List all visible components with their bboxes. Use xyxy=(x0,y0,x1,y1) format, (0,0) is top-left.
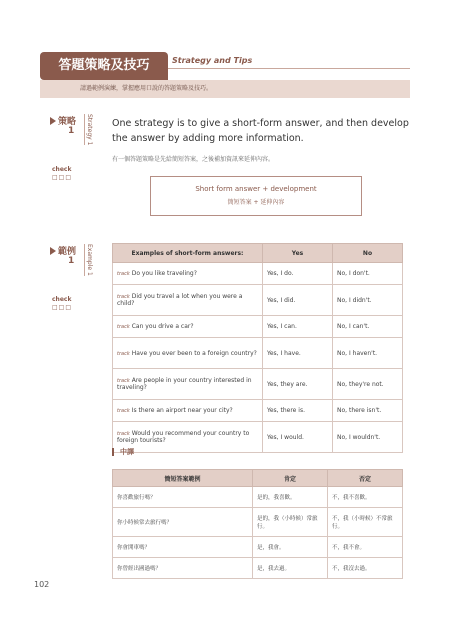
translation-table xyxy=(112,469,403,579)
table-row xyxy=(113,369,403,400)
strategy-tag: Strategy 1 xyxy=(86,114,93,146)
section-subtitle: 請過範例演練，掌握應用口說的答題策略及技巧。 xyxy=(40,80,410,98)
example-header-question: Examples of short-form answers: xyxy=(113,244,263,263)
table-row xyxy=(113,338,403,369)
strategy-check-label: check xyxy=(52,166,72,173)
question-text: Have you ever been to a foreign country? xyxy=(131,349,257,357)
table-row xyxy=(113,263,403,285)
strategy-text-chinese: 有一個答題策略是先給簡短答案，之後補加資訊來延伸內容。 xyxy=(112,156,275,163)
audio-track-icon[interactable]: track xyxy=(117,324,130,330)
strategy-label: 策略 xyxy=(58,117,77,127)
table-row xyxy=(113,558,403,579)
yes-answer: Yes, there is. xyxy=(263,400,333,422)
audio-track-icon[interactable]: track xyxy=(117,378,130,384)
translation-header-no: 否定 xyxy=(328,470,403,487)
strategy-number: 1 xyxy=(68,126,75,136)
yes-answer: 是的，我（小時候）常旅行。 xyxy=(253,508,328,537)
no-answer: 不，我（小時候）不常旅行。 xyxy=(328,508,403,537)
question-text: Are people in your country interested in traveling? xyxy=(117,377,252,391)
question-text: Is there an airport near your city? xyxy=(131,407,233,414)
no-answer: 不，我不會。 xyxy=(328,537,403,558)
example-label: 範例 xyxy=(58,247,77,257)
yes-answer: Yes, I can. xyxy=(263,316,333,338)
question-text: Would you recommend your country to foreign tourists? xyxy=(117,430,250,444)
example-tag: Example 1 xyxy=(86,244,93,276)
no-answer: No, I didn't. xyxy=(333,285,403,316)
yes-answer: Yes, I have. xyxy=(263,338,333,369)
no-answer: No, I wouldn't. xyxy=(333,422,403,453)
audio-track-icon[interactable]: track xyxy=(117,431,130,437)
question-text: Do you like traveling? xyxy=(131,270,197,277)
no-answer: No, there isn't. xyxy=(333,400,403,422)
yes-answer: Yes, they are. xyxy=(263,369,333,400)
audio-track-icon[interactable]: track xyxy=(117,271,130,277)
section-title-banner: 答題策略及技巧 xyxy=(40,52,168,80)
example-header-no: No xyxy=(333,244,403,263)
yes-answer: Yes, I do. xyxy=(263,263,333,285)
question-text: 你會開車嗎？ xyxy=(113,537,253,558)
strategy-marker-icon xyxy=(50,117,56,125)
table-row xyxy=(113,400,403,422)
table-row xyxy=(113,285,403,316)
strategy-text: One strategy is to give a short-form answer, and then develop the answer by adding more information. xyxy=(112,118,409,144)
example-header-yes: Yes xyxy=(263,244,333,263)
section-title-english: Strategy and Tips xyxy=(172,56,253,65)
question-text: Can you drive a car? xyxy=(131,323,194,330)
translation-header-question: 簡短答案範例 xyxy=(113,470,253,487)
formula-box xyxy=(150,176,362,216)
no-answer: No, I don't. xyxy=(333,263,403,285)
formula-chinese: 簡短答案 + 延伸內容 xyxy=(227,199,285,206)
question-text: 你曾經出國過嗎？ xyxy=(113,558,253,579)
table-row xyxy=(113,422,403,453)
example-number: 1 xyxy=(68,256,75,266)
strategy-check-boxes[interactable]: □□□ xyxy=(52,174,73,181)
no-answer: No, they're not. xyxy=(333,369,403,400)
table-row xyxy=(113,537,403,558)
question-text: Did you travel a lot when you were a child? xyxy=(117,293,243,307)
no-answer: No, I can't. xyxy=(333,316,403,338)
example-check-boxes[interactable]: □□□ xyxy=(52,304,73,311)
no-answer: 不，我不喜歡。 xyxy=(328,487,403,508)
no-answer: No, I haven't. xyxy=(333,338,403,369)
example-table xyxy=(112,243,403,453)
translation-header-yes: 肯定 xyxy=(253,470,328,487)
table-row xyxy=(113,487,403,508)
audio-track-icon[interactable]: track xyxy=(117,408,130,414)
formula-english: Short form answer + development xyxy=(195,185,317,193)
yes-answer: 是的，我喜歡。 xyxy=(253,487,328,508)
yes-answer: 是，我去過。 xyxy=(253,558,328,579)
example-table-header xyxy=(113,244,403,263)
no-answer: 不，我沒去過。 xyxy=(328,558,403,579)
table-row xyxy=(113,316,403,338)
banner-rule xyxy=(168,68,410,69)
page-number: 102 xyxy=(34,580,50,589)
audio-track-icon[interactable]: track xyxy=(117,350,130,357)
translation-heading: 中譯 xyxy=(112,448,134,456)
translation-table-header xyxy=(113,470,403,487)
audio-track-icon[interactable]: track xyxy=(117,294,130,300)
yes-answer: 是，我會。 xyxy=(253,537,328,558)
question-text: 你喜歡旅行嗎？ xyxy=(113,487,253,508)
example-check-label: check xyxy=(52,296,72,303)
question-text: 你小時候常去旅行嗎？ xyxy=(113,508,253,537)
yes-answer: Yes, I would. xyxy=(263,422,333,453)
yes-answer: Yes, I did. xyxy=(263,285,333,316)
table-row xyxy=(113,508,403,537)
example-marker-icon xyxy=(50,247,56,255)
